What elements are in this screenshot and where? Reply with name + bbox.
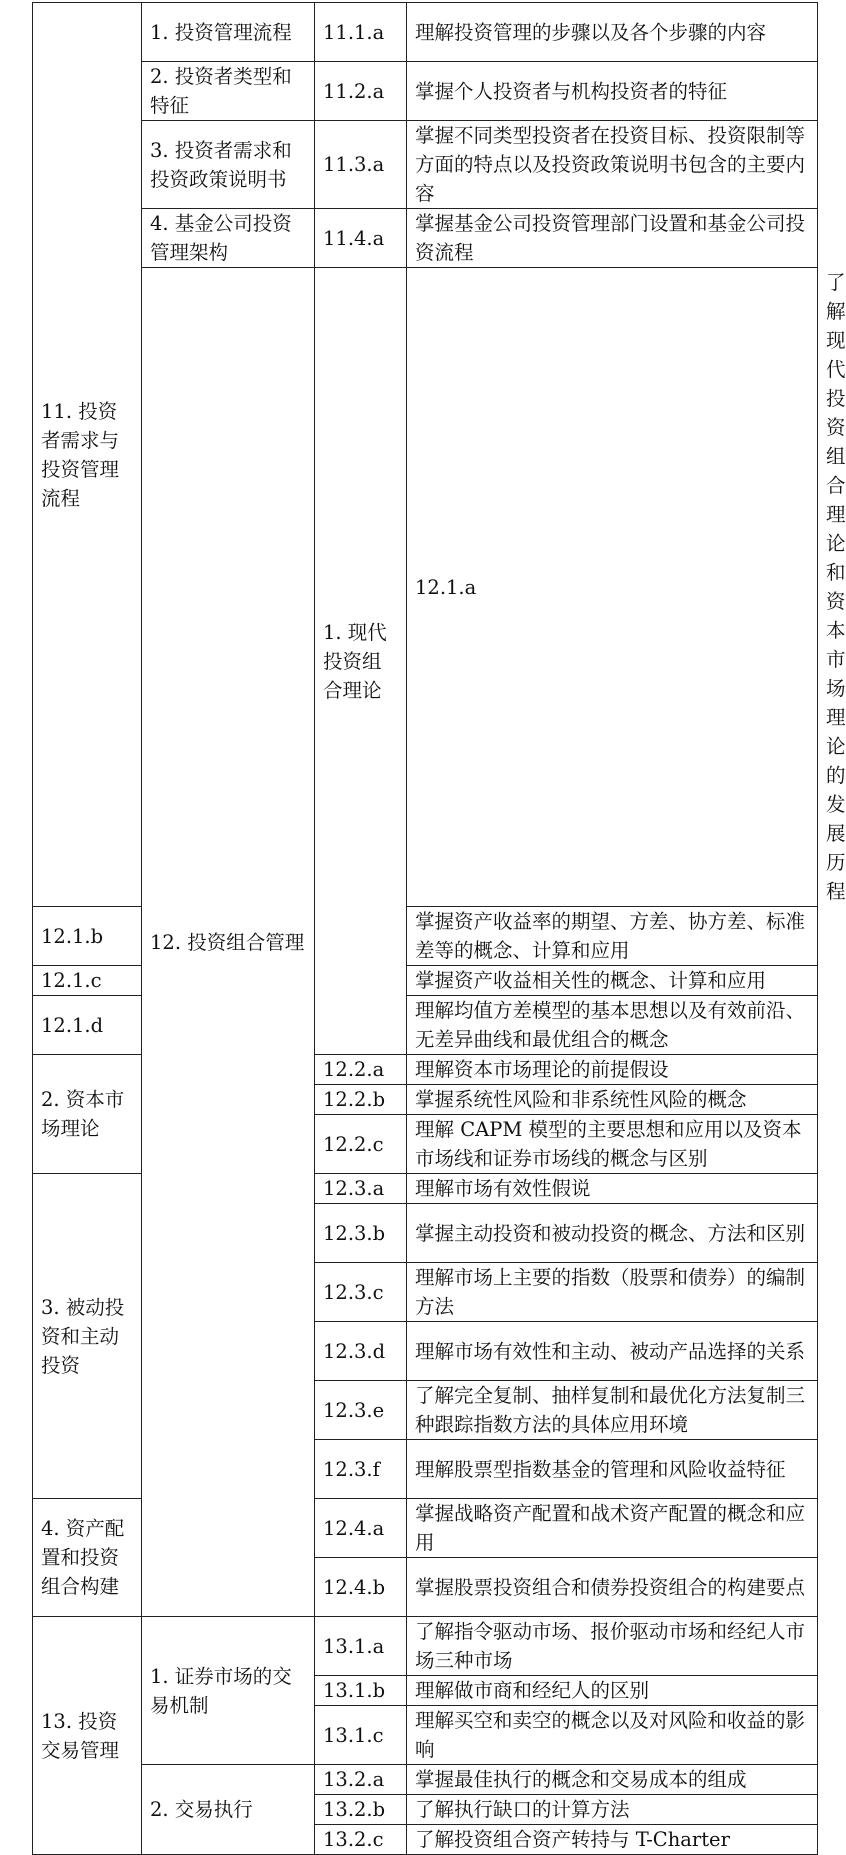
objective-text: 理解资本市场理论的前提假设 (407, 1055, 818, 1085)
module-title: 11. 投资者需求与投资管理流程 (33, 3, 142, 907)
objective-code: 12.2.b (315, 1085, 407, 1115)
objective-text: 理解市场上主要的指数（股票和债券）的编制方法 (407, 1263, 818, 1322)
objective-text: 了解指令驱动市场、报价驱动市场和经纪人市场三种市场 (407, 1617, 818, 1676)
objective-code: 12.2.c (315, 1115, 407, 1174)
topic-title: 1. 现代投资组合理论 (315, 268, 407, 1055)
objective-text: 理解 CAPM 模型的主要思想和应用以及资本市场线和证券市场线的概念与区别 (407, 1115, 818, 1174)
objective-code: 12.3.d (315, 1322, 407, 1381)
objective-code: 11.4.a (315, 209, 407, 268)
objective-text: 掌握基金公司投资管理部门设置和基金公司投资流程 (407, 209, 818, 268)
table-row (33, 62, 818, 121)
syllabus-table (32, 2, 846, 1855)
objective-code: 12.4.a (315, 1499, 407, 1558)
objective-code: 11.2.a (315, 62, 407, 121)
objective-text: 掌握最佳执行的概念和交易成本的组成 (407, 1765, 818, 1795)
topic-title: 1. 投资管理流程 (142, 3, 315, 62)
objective-code: 12.1.a (407, 268, 818, 907)
objective-text: 掌握战略资产配置和战术资产配置的概念和应用 (407, 1499, 818, 1558)
topic-title: 2. 交易执行 (142, 1765, 315, 1855)
objective-code: 12.3.a (315, 1174, 407, 1204)
objective-text: 理解股票型指数基金的管理和风险收益特征 (407, 1440, 818, 1499)
table-row (33, 1617, 818, 1676)
objective-code: 13.1.a (315, 1617, 407, 1676)
objective-code: 12.3.e (315, 1381, 407, 1440)
objective-text: 了解执行缺口的计算方法 (407, 1795, 818, 1825)
objective-code: 13.2.b (315, 1795, 407, 1825)
topic-title: 4. 资产配置和投资组合构建 (33, 1499, 142, 1617)
objective-text: 掌握股票投资组合和债券投资组合的构建要点 (407, 1558, 818, 1617)
objective-text: 了解投资组合资产转持与 T-Charter (407, 1825, 818, 1855)
objective-code: 13.2.c (315, 1825, 407, 1855)
objective-text: 掌握资产收益率的期望、方差、协方差、标准差等的概念、计算和应用 (407, 907, 818, 966)
objective-code: 13.2.a (315, 1765, 407, 1795)
module-title: 13. 投资交易管理 (33, 1617, 142, 1855)
table-row (33, 1765, 818, 1795)
objective-code: 11.3.a (315, 121, 407, 209)
objective-text: 掌握个人投资者与机构投资者的特征 (407, 62, 818, 121)
table-row (33, 209, 818, 268)
objective-text: 理解均值方差模型的基本思想以及有效前沿、无差异曲线和最优组合的概念 (407, 996, 818, 1055)
objective-text: 掌握系统性风险和非系统性风险的概念 (407, 1085, 818, 1115)
table-row (33, 121, 818, 209)
objective-code: 13.1.b (315, 1676, 407, 1706)
module-title: 12. 投资组合管理 (142, 268, 315, 1617)
objective-code: 12.3.f (315, 1440, 407, 1499)
objective-code: 12.2.a (315, 1055, 407, 1085)
table-row: 12. 投资组合管理 1. 现代投资组合理论 12.1.a 了解现代投资组合理论和资本市场理论的发展历程 (33, 268, 818, 907)
objective-code: 12.1.b (33, 907, 142, 966)
objective-code: 12.3.c (315, 1263, 407, 1322)
topic-title: 2. 投资者类型和特征 (142, 62, 315, 121)
objective-code: 12.4.b (315, 1558, 407, 1617)
objective-code: 13.1.c (315, 1706, 407, 1765)
objective-text: 掌握不同类型投资者在投资目标、投资限制等方面的特点以及投资政策说明书包含的主要内容 (407, 121, 818, 209)
topic-title: 3. 投资者需求和投资政策说明书 (142, 121, 315, 209)
topic-title: 2. 资本市场理论 (33, 1055, 142, 1174)
objective-text: 理解投资管理的步骤以及各个步骤的内容 (407, 3, 818, 62)
objective-code: 12.3.b (315, 1204, 407, 1263)
topic-title: 3. 被动投资和主动投资 (33, 1174, 142, 1499)
table-row (33, 3, 818, 62)
topic-title: 4. 基金公司投资管理架构 (142, 209, 315, 268)
objective-text: 理解做市商和经纪人的区别 (407, 1676, 818, 1706)
objective-text: 了解完全复制、抽样复制和最优化方法复制三种跟踪指数方法的具体应用环境 (407, 1381, 818, 1440)
objective-text: 掌握主动投资和被动投资的概念、方法和区别 (407, 1204, 818, 1263)
objective-text: 理解市场有效性和主动、被动产品选择的关系 (407, 1322, 818, 1381)
topic-title: 1. 证券市场的交易机制 (142, 1617, 315, 1765)
objective-code: 12.1.d (33, 996, 142, 1055)
objective-code: 11.1.a (315, 3, 407, 62)
objective-text: 掌握资产收益相关性的概念、计算和应用 (407, 966, 818, 996)
objective-code: 12.1.c (33, 966, 142, 996)
objective-text: 理解市场有效性假说 (407, 1174, 818, 1204)
objective-text: 理解买空和卖空的概念以及对风险和收益的影响 (407, 1706, 818, 1765)
